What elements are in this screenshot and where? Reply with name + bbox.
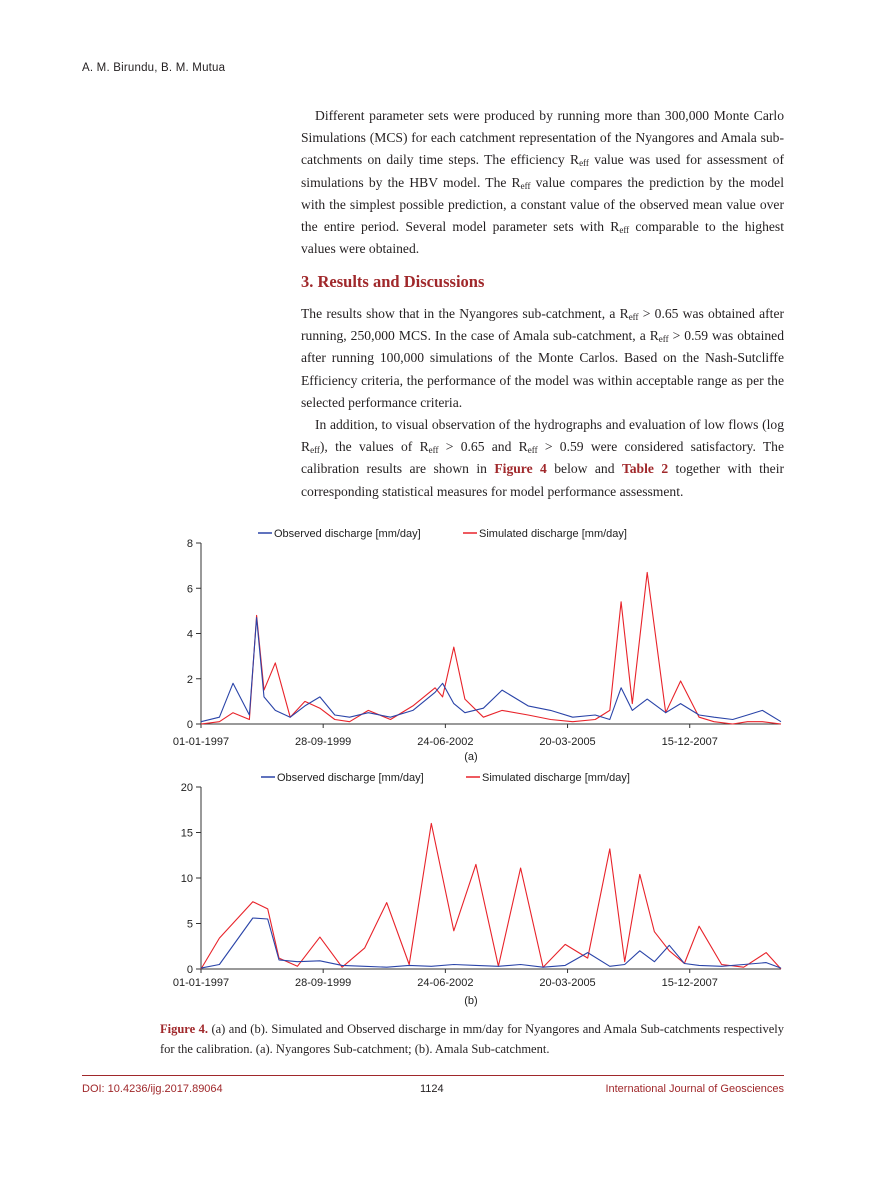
x-tick-label: 20-03-2005 <box>539 977 596 989</box>
y-tick-label: 10 <box>180 873 193 885</box>
paragraph-results: The results show that in the Nyangores sub-catchment, a $R_{eff} > 0.65$ was obtained after running, 250,000 MCS. In the case of Amala sub-catchment, a $R_{eff} > 0.59$ was obtained after running 100,000 simulations of the Monte Carlos. Based on the Nash-Sutcliffe Efficiency criteria, the performance of the model was within acceptable range as per the selected performance criteria. In addition, to visual observation of the hydrographs and evaluation of low flows (log $R_{eff}$), the values of $R_{eff} > 0.65$ and $R_{eff} > 0.59$ were considered satisfactory. The calibration results are shown in Figure 4 below and Table 2 together with their corresponding statistical measures for model performance assessment. <box>301 306 785 499</box>
y-tick-label: 5 <box>186 918 193 931</box>
legend-label-observed: Observed discharge [mm/day] <box>277 772 424 784</box>
y-tick-label: 4 <box>186 628 193 641</box>
x-tick-label: 01-01-1997 <box>172 736 230 748</box>
y-tick-label: 8 <box>186 538 193 550</box>
table-2-link[interactable]: Table 2 <box>621 461 669 477</box>
series-line-observed <box>201 918 781 968</box>
series-line-simulated <box>201 823 781 969</box>
x-tick-label: 15-12-2007 <box>661 736 718 748</box>
x-tick-label: 24-06-2002 <box>417 736 474 748</box>
x-tick-label: 24-06-2002 <box>417 977 474 989</box>
x-tick-label: 28-09-1999 <box>295 977 352 989</box>
legend-label-simulated: Simulated discharge [mm/day] <box>482 772 630 784</box>
paragraph-methods: Different parameter sets were produced by running more than 300,000 Monte Carlo Simulations (MCS) for each catchment representation of the Nyangores and Amala sub-catchments on daily time steps. The efficiency $R_{eff}$ value was used for assessment of simulations by the HBV model. The $R_{eff}$ value compares the prediction by the model with the simplest possible prediction, a constant value of the observed mean value over the entire period. Several model parameter sets with $R_{eff}$ comparable to the highest values were obtained. <box>301 108 784 257</box>
chart-panel-a <box>173 528 781 763</box>
running-header: A. M. Birundu, B. M. Mutua <box>82 62 226 74</box>
figure-4-link[interactable]: Figure 4 <box>494 461 547 477</box>
x-tick-label: 15-12-2007 <box>661 977 718 989</box>
figure-caption: Figure 4. (a) and (b). Simulated and Observed discharge in mm/day for Nyangores and Amala Sub-catchments respectively for the calibration. (a). Nyangores Sub-catchment; (b). Amala Sub-catchment. <box>160 1022 785 1056</box>
y-tick-label: 0 <box>186 964 193 976</box>
panel-label: (a) <box>464 751 478 763</box>
y-tick-label: 20 <box>180 782 193 794</box>
legend-label-observed: Observed discharge [mm/day] <box>274 528 421 540</box>
page-number: 1124 <box>420 1083 444 1095</box>
chart-panel-b <box>173 772 781 1007</box>
x-tick-label: 20-03-2005 <box>539 736 596 748</box>
section-heading: 3. Results and Discussions <box>301 272 485 291</box>
footer-doi[interactable]: DOI: 10.4236/ijg.2017.89064 <box>82 1083 223 1095</box>
panel-label: (b) <box>464 995 478 1007</box>
x-tick-label: 28-09-1999 <box>295 736 352 748</box>
y-tick-label: 6 <box>186 583 193 596</box>
y-tick-label: 0 <box>186 719 193 731</box>
footer-journal: International Journal of Geosciences <box>605 1083 784 1095</box>
footer-rule <box>82 1075 784 1076</box>
y-tick-label: 2 <box>186 673 193 686</box>
y-tick-label: 15 <box>180 827 193 840</box>
legend-label-simulated: Simulated discharge [mm/day] <box>479 528 627 540</box>
x-tick-label: 01-01-1997 <box>172 977 230 989</box>
